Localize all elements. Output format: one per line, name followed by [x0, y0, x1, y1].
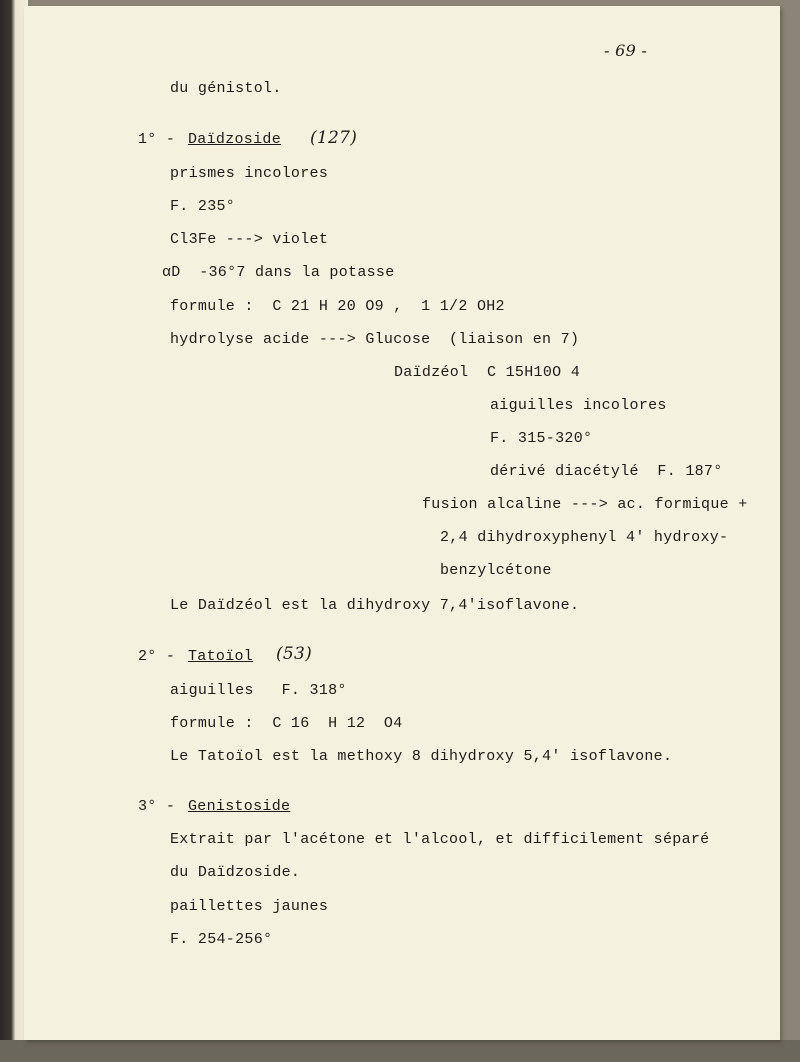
- page-number: - 69 -: [604, 41, 648, 60]
- text-line: Daïdzéol C 15H10O 4: [394, 364, 581, 381]
- text-line: paillettes jaunes: [170, 898, 329, 915]
- text-line: aiguilles incolores: [490, 397, 667, 414]
- text-line: Cl3Fe ---> violet: [170, 231, 329, 248]
- text-line: hydrolyse acide ---> Glucose (liaison en 7): [170, 331, 580, 348]
- text-line: du génistol.: [170, 80, 282, 97]
- document-page: [24, 6, 780, 1040]
- section-title: Genistoside: [188, 798, 291, 815]
- text-line: formule : C 16 H 12 O4: [170, 715, 403, 732]
- text-line: Le Daïdzéol est la dihydroxy 7,4'isoflavone.: [170, 597, 580, 614]
- text-line: F. 315-320°: [490, 430, 593, 447]
- reference: (127): [310, 128, 358, 148]
- reference: (53): [276, 644, 313, 664]
- text-line: prismes incolores: [170, 165, 329, 182]
- section-number: 3° -: [138, 798, 176, 815]
- section-number: 1° -: [138, 131, 176, 148]
- text-line: du Daïdzoside.: [170, 864, 301, 881]
- text-line: fusion alcaline ---> ac. formique +: [422, 496, 748, 513]
- text-line: aiguilles F. 318°: [170, 682, 347, 699]
- text-line: F. 254-256°: [170, 931, 273, 948]
- text-line: αD -36°7 dans la potasse: [162, 264, 395, 281]
- text-line: Le Tatoïol est la methoxy 8 dihydroxy 5,4' isoflavone.: [170, 748, 673, 765]
- page-bottom-edge: [0, 1040, 800, 1062]
- text-line: Extrait par l'acétone et l'alcool, et difficilement séparé: [170, 831, 710, 848]
- text-line: benzylcétone: [440, 562, 552, 579]
- text-line: F. 235°: [170, 198, 236, 215]
- section-title: Tatoïol: [188, 648, 254, 665]
- text-line: 2,4 dihydroxyphenyl 4' hydroxy-: [440, 529, 729, 546]
- text-line: formule : C 21 H 20 O9 , 1 1/2 OH2: [170, 298, 505, 315]
- section-title: Daïdzoside: [188, 131, 282, 148]
- section-number: 2° -: [138, 648, 176, 665]
- text-line: dérivé diacétylé F. 187°: [490, 463, 723, 480]
